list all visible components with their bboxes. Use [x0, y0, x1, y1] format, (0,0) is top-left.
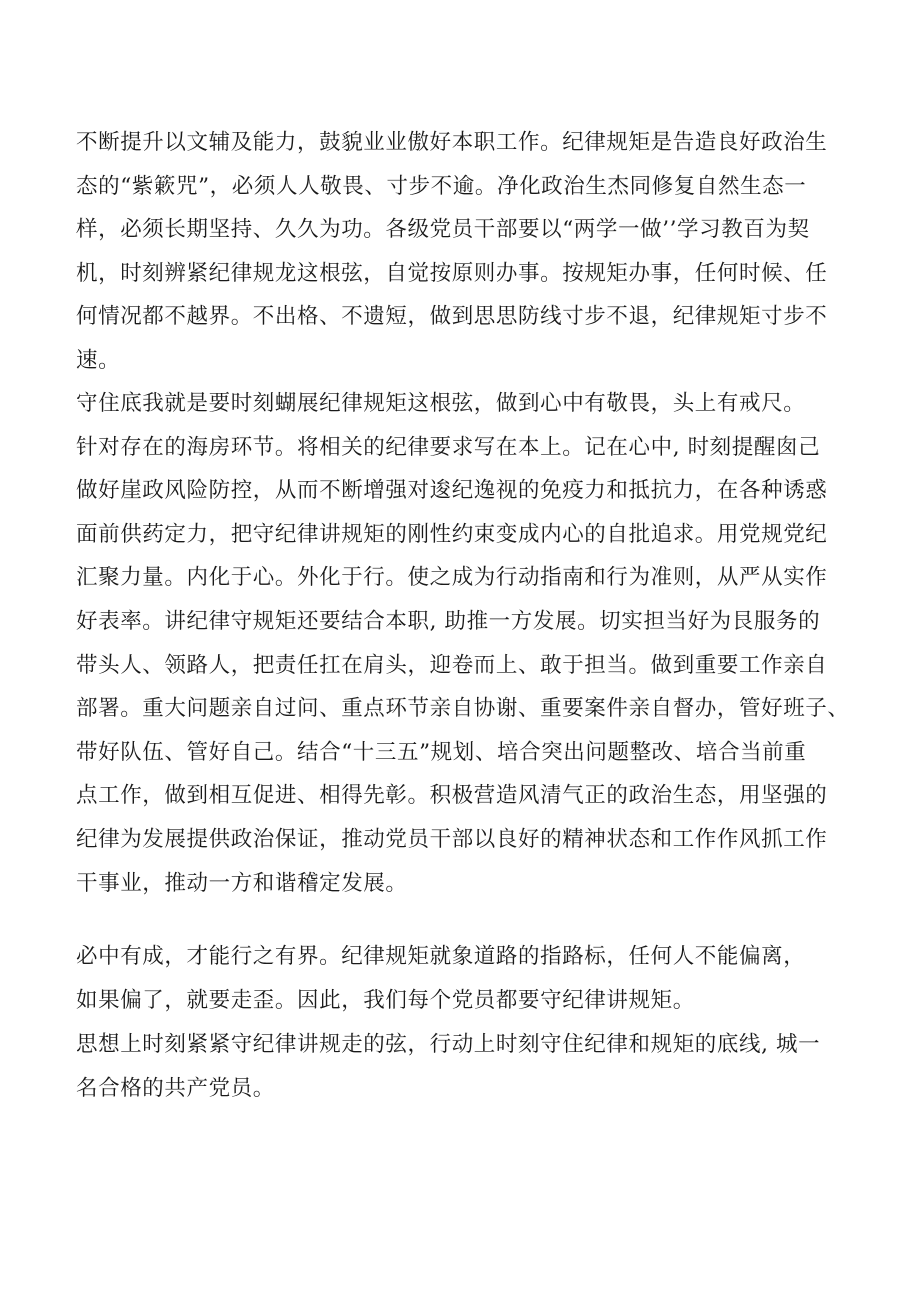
text-line: 汇聚力量。内化于心。外化于行。使之成为行动指南和行为准则，从严从实作	[76, 565, 828, 591]
text-line: 面前供药定力，把守纪律讲规矩的刚性约束变成内心的自批追求。用党规党纪	[76, 521, 828, 547]
text-line: 干事业，推动一方和谐稽定发展。	[76, 870, 408, 896]
text-line: 带头人、领路人，把责任扛在肩头，迎卷而上、敢于担当。做到重要工作亲自	[76, 652, 828, 678]
paragraph-2	[76, 382, 850, 905]
paragraph-1	[76, 121, 827, 383]
text-line: 必中有成，才能行之有界。纪律规矩就象道路的指路标，任何人不能偏离，	[76, 944, 806, 969]
paragraph-3	[76, 935, 805, 1022]
text-line: 部署。重大问题亲自过问、重点环节亲自协谢、重要案件亲自督办，管好班子、	[76, 696, 850, 722]
text-line: 纪律为发展提供政治保证，推动党员干部以良好的精神状态和工作作风抓工作	[76, 826, 828, 852]
paragraph-4	[76, 1023, 820, 1110]
text-line: 机，时刻辨紧纪律规龙这根弦，自觉按原则办事。按规矩办事，任何时候、任	[76, 260, 828, 286]
text-line: 如果偏了，就要走歪。因此，我们每个党员都要守纪律讲规矩。	[76, 987, 695, 1013]
text-line: 不断提升以文辅及能力，鼓貌业业傲好本职工作。纪律规矩是告造良好政治生	[76, 130, 828, 155]
text-line: 做好崖政风险防控，从而不断增强对逡纪逸视的免疫力和抵抗力，在各种诱惑	[76, 478, 828, 504]
text-line: 好表率。讲纪律守规矩还要结合本职, 助推一方发展。切实担当好为艮服务的	[76, 608, 821, 634]
text-line: 态的“紫簌咒”，必须人人敬畏、寸步不逾。净化政治生杰同修复自然生态一	[76, 173, 807, 199]
text-line: 样，必须长期坚持、久久为功。各级党员干部要以“两学一做’’学习教百为契	[76, 217, 810, 243]
text-line: 带好队伍、管好自己。结合“十三五”规划、培合突出问题整改、培合当前重	[76, 739, 807, 765]
text-line: 针对存在的海房环节。将相关的纪律要求写在本上。记在心中, 时刻提醒囱己	[76, 434, 821, 460]
text-line: 守住底我就是要时刻蝴展纪律规矩这根弦，做到心中有敬畏，头上有戒尺。	[76, 391, 806, 416]
text-line: 速。	[76, 347, 121, 373]
text-line: 点工作，做到相互促进、相得先彰。积极营造风清气正的政治生态，用坚强的	[76, 783, 828, 809]
text-line: 思想上时刻紧紧守纪律讲规走的弦，行动上时刻守住纪律和规矩的底线, 城一	[76, 1032, 821, 1057]
text-line: 何情况都不越界。不出格、不遗短，做到思思防线寸步不退，纪律规矩寸步不	[76, 304, 828, 330]
text-line: 名合格的共产党员。	[76, 1075, 275, 1101]
